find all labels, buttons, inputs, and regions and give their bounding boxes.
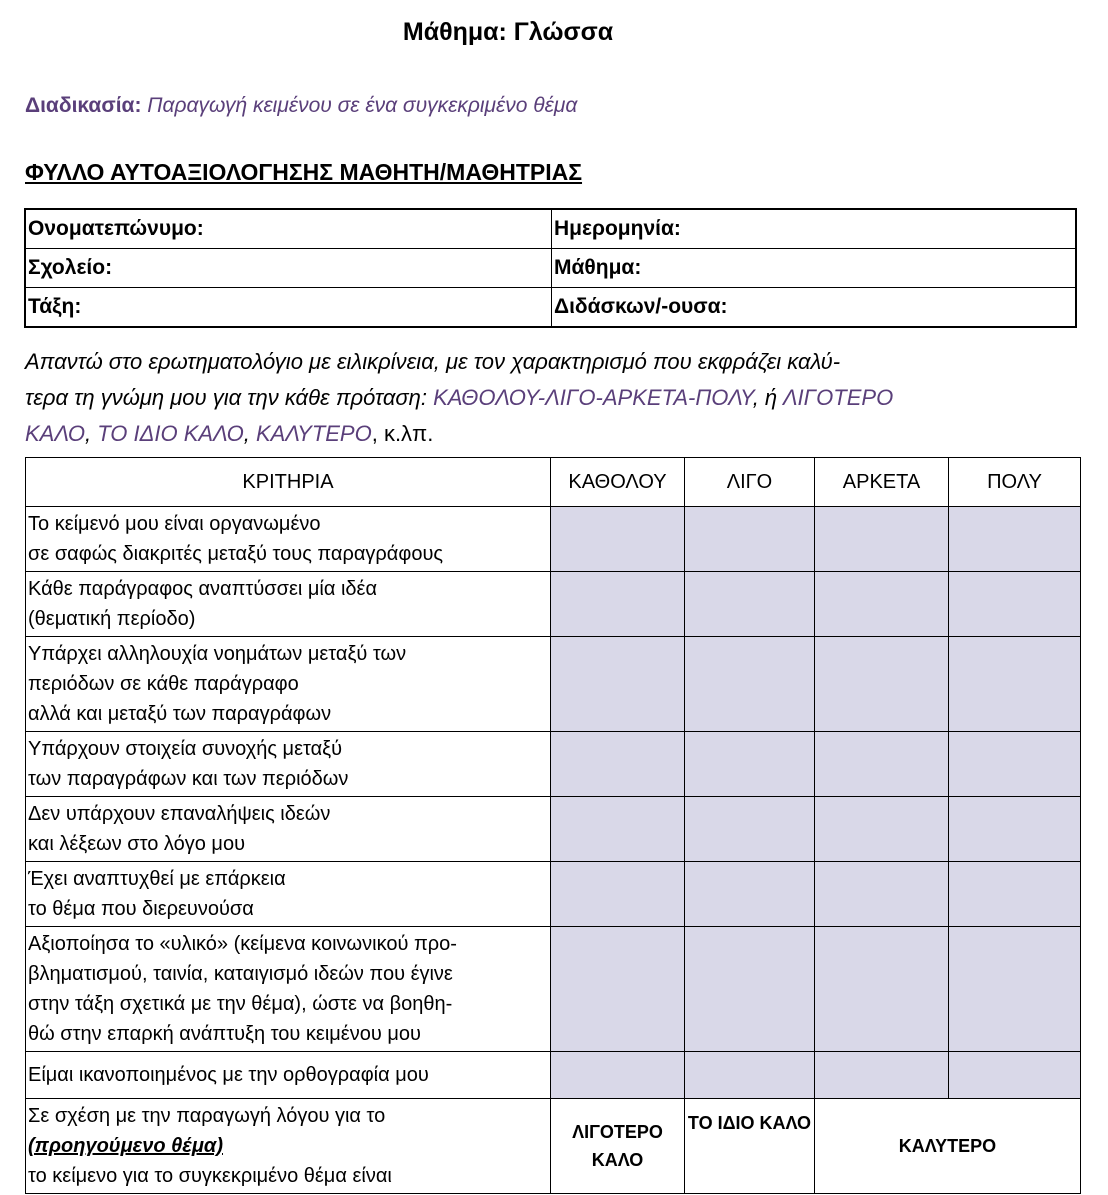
criterion-line: θώ στην επαρκή ανάπτυξη του κειμένου μου	[28, 1023, 421, 1045]
instructions-etc: , κ.λπ.	[371, 421, 434, 446]
instructions-text: ,	[85, 421, 98, 446]
criterion-row	[26, 862, 1081, 927]
answer-cell[interactable]	[685, 507, 815, 572]
criterion-line: Κάθε παράγραφος αναπτύσσει μία ιδέα	[28, 578, 378, 600]
criterion-line: στην τάξη σχετικά με την θέμα), ώστε να βοηθη-	[28, 993, 453, 1015]
answer-cell[interactable]	[949, 637, 1081, 732]
info-row	[25, 209, 1076, 249]
header-much: ΠΟΛΥ	[949, 458, 1081, 507]
option-less-good[interactable]: ΛΙΓΟΤΕΡΟ ΚΑΛΟ	[551, 1099, 685, 1194]
answer-cell[interactable]	[949, 572, 1081, 637]
criterion-row	[26, 927, 1081, 1052]
answer-cell[interactable]	[551, 572, 685, 637]
criterion-text	[26, 927, 551, 1052]
answer-cell[interactable]	[949, 927, 1081, 1052]
criteria-table	[25, 457, 1081, 1194]
info-row	[25, 288, 1076, 328]
criterion-row	[26, 1052, 1081, 1099]
criterion-line: Υπάρχουν στοιχεία συνοχής μεταξύ	[28, 738, 343, 760]
option-better[interactable]: ΚΑΛΥΤΕΡΟ	[815, 1099, 1081, 1194]
scale-word-less: ΛΙΓΟΤΕΡΟ	[782, 385, 894, 410]
header-criteria: ΚΡΙΤΗΡΙΑ	[26, 458, 551, 507]
criterion-line: το θέμα που διερευνούσα	[28, 898, 254, 920]
header-not-at-all: ΚΑΘΟΛΟΥ	[551, 458, 685, 507]
info-row	[25, 249, 1076, 288]
criterion-row	[26, 507, 1081, 572]
criterion-row	[26, 732, 1081, 797]
comparison-text	[26, 1099, 551, 1194]
criterion-line: σε σαφώς διακριτές μεταξύ τους παραγράφους	[28, 543, 444, 565]
criterion-line: βληματισμού, ταινία, καταιγισμό ιδεών που έγινε	[28, 963, 453, 985]
answer-cell[interactable]	[815, 507, 949, 572]
answer-cell[interactable]	[815, 572, 949, 637]
answer-cell[interactable]	[551, 797, 685, 862]
answer-cell[interactable]	[815, 797, 949, 862]
answer-cell[interactable]	[551, 862, 685, 927]
criterion-row	[26, 797, 1081, 862]
answer-cell[interactable]	[949, 732, 1081, 797]
answer-cell[interactable]	[949, 862, 1081, 927]
answer-cell[interactable]	[949, 1052, 1081, 1099]
criterion-text	[26, 637, 551, 732]
instructions-text: , ή	[752, 385, 783, 410]
previous-topic: (προηγούμενο θέμα)	[28, 1135, 223, 1157]
answer-cell[interactable]	[685, 572, 815, 637]
criterion-text	[26, 572, 551, 637]
answer-cell[interactable]	[551, 507, 685, 572]
header-enough: ΑΡΚΕΤΑ	[815, 458, 949, 507]
answer-cell[interactable]	[551, 927, 685, 1052]
subject-title: Μάθημα: Γλώσσα	[402, 18, 614, 46]
school-field[interactable]: Σχολείο:	[25, 249, 552, 288]
criterion-line: Έχει αναπτυχθεί με επάρκεια	[28, 868, 286, 890]
procedure-label: Διαδικασία:	[25, 94, 142, 117]
answer-cell[interactable]	[685, 1052, 815, 1099]
answer-cell[interactable]	[685, 637, 815, 732]
instructions-line: Απαντώ στο ερωτηματολόγιο με ειλικρίνεια, με τον χαρακτηρισμό που εκφράζει καλύ-	[25, 349, 841, 374]
date-field[interactable]: Ημερομηνία:	[552, 209, 1077, 249]
criterion-line: Είμαι ικανοποιημένος με την ορθογραφία μου	[28, 1064, 429, 1086]
student-info-table	[24, 208, 1077, 328]
procedure-value: Παραγωγή κειμένου σε ένα συγκεκριμένο θέμα	[147, 94, 578, 117]
comparison-line: Σε σχέση με την παραγωγή λόγου για το	[28, 1105, 386, 1127]
criterion-line: περιόδων σε κάθε παράγραφο	[28, 673, 299, 695]
instructions	[25, 344, 1015, 452]
criterion-line: Αξιοποίησα το «υλικό» (κείμενα κοινωνικού προ-	[28, 933, 457, 955]
answer-cell[interactable]	[685, 732, 815, 797]
instructions-text: ,	[243, 421, 256, 446]
criterion-row	[26, 637, 1081, 732]
option-same-good[interactable]: ΤΟ ΙΔΙΟ ΚΑΛΟ	[685, 1099, 815, 1194]
class-field[interactable]: Τάξη:	[25, 288, 552, 328]
answer-cell[interactable]	[949, 507, 1081, 572]
criterion-line: (θεματική περίοδο)	[28, 608, 196, 630]
criterion-line: Υπάρχει αλληλουχία νοημάτων μεταξύ των	[28, 643, 407, 665]
answer-cell[interactable]	[815, 732, 949, 797]
header-little: ΛΙΓΟ	[685, 458, 815, 507]
criterion-line: Το κείμενό μου είναι οργανωμένο	[28, 513, 321, 535]
sheet-title: ΦΥΛΛΟ ΑΥΤΟΑΞΙΟΛΟΓΗΣΗΣ ΜΑΘΗΤΗ/ΜΑΘΗΤΡΙΑΣ	[25, 159, 583, 185]
name-field[interactable]: Ονοματεπώνυμο:	[25, 209, 552, 249]
criterion-text	[26, 797, 551, 862]
scale-word-better: ΚΑΛΥΤΕΡΟ	[255, 421, 372, 446]
criterion-text	[26, 507, 551, 572]
criterion-text	[26, 1052, 551, 1099]
answer-cell[interactable]	[815, 927, 949, 1052]
criterion-line: των παραγράφων και των περιόδων	[28, 768, 349, 790]
comparison-row	[26, 1099, 1081, 1194]
criterion-text	[26, 862, 551, 927]
answer-cell[interactable]	[685, 797, 815, 862]
answer-cell[interactable]	[551, 1052, 685, 1099]
answer-cell[interactable]	[551, 732, 685, 797]
teacher-field[interactable]: Διδάσκων/-ουσα:	[552, 288, 1077, 328]
criterion-line: αλλά και μεταξύ των παραγράφων	[28, 703, 332, 725]
scale-word-same: ΤΟ ΙΔΙΟ ΚΑΛΟ	[97, 421, 244, 446]
instructions-line	[25, 380, 1015, 416]
subject-field[interactable]: Μάθημα:	[552, 249, 1077, 288]
answer-cell[interactable]	[551, 637, 685, 732]
answer-cell[interactable]	[815, 862, 949, 927]
scale-words: ΚΑΘΟΛΟΥ-ΛΙΓΟ-ΑΡΚΕΤΑ-ΠΟΛΥ	[433, 385, 753, 410]
comparison-line: το κείμενο για το συγκεκριμένο θέμα είναι	[28, 1165, 392, 1187]
criterion-text	[26, 732, 551, 797]
criterion-line: και λέξεων στο λόγο μου	[28, 833, 246, 855]
answer-cell[interactable]	[815, 637, 949, 732]
criterion-line: Δεν υπάρχουν επαναλήψεις ιδεών	[28, 803, 331, 825]
answer-cell[interactable]	[685, 862, 815, 927]
criterion-row	[26, 572, 1081, 637]
answer-cell[interactable]	[685, 927, 815, 1052]
answer-cell[interactable]	[815, 1052, 949, 1099]
instructions-line	[25, 416, 1015, 452]
procedure-line	[25, 94, 577, 118]
scale-word-good: ΚΑΛΟ	[25, 421, 85, 446]
answer-cell[interactable]	[949, 797, 1081, 862]
header-row	[26, 458, 1081, 507]
instructions-text: τερα τη γνώμη μου για την κάθε πρόταση:	[25, 385, 434, 410]
